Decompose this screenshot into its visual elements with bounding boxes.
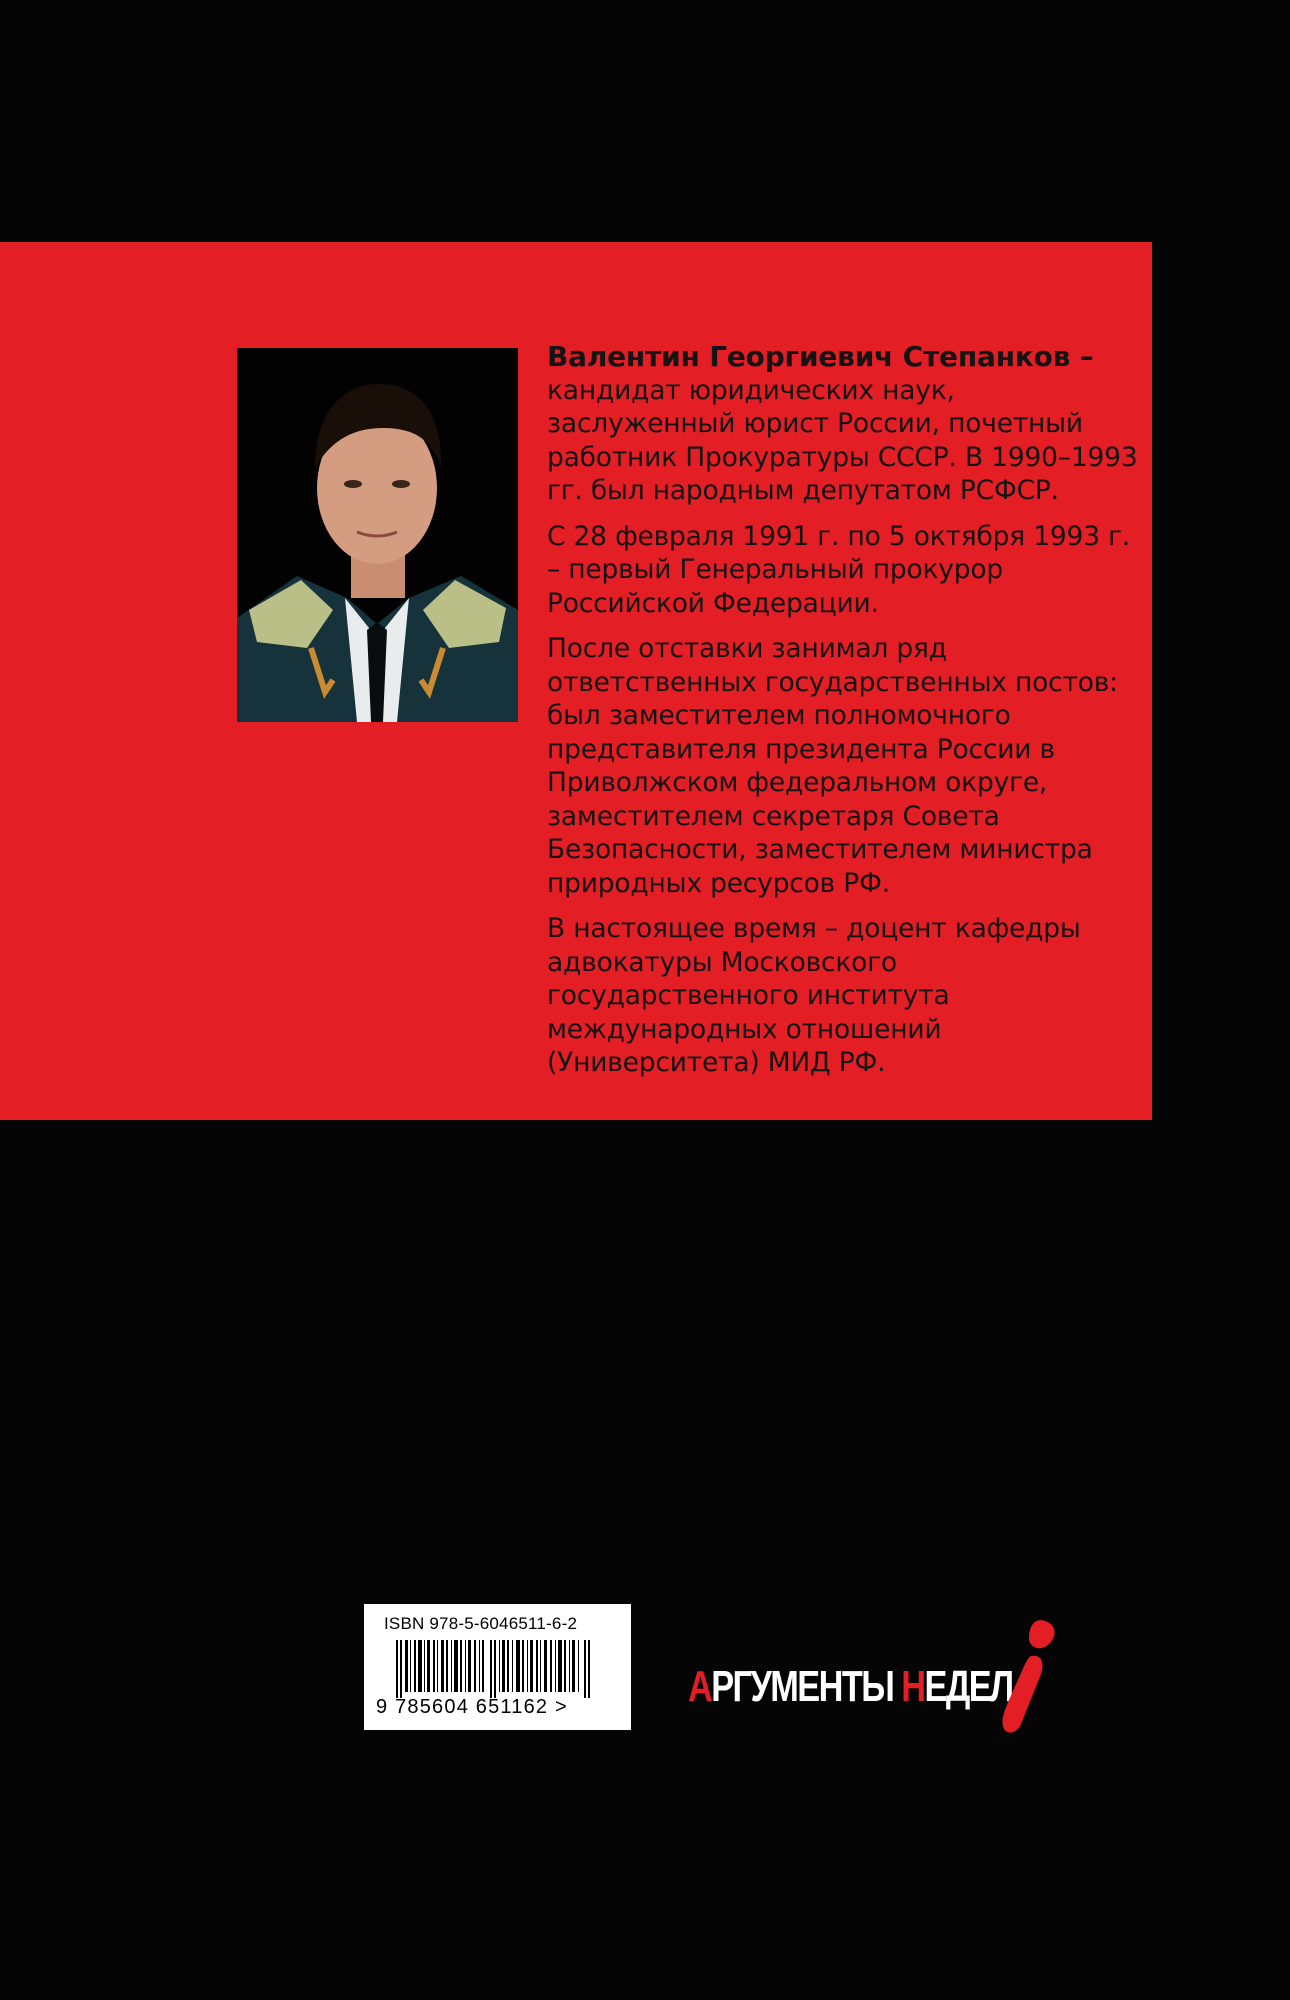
publisher-logo [688, 1618, 1068, 1738]
barcode [396, 1640, 596, 1698]
author-bio [547, 340, 1147, 1092]
bio-paragraph-4: В настоящее время – доцент кафедры адвокатуры Московского государственного института международных отношений (Университета) МИД РФ. [547, 913, 1081, 1078]
bio-paragraph-3: После отставки занимал ряд ответственных государственных постов: был заместителем полномочного представителя президента России в Приволжском федеральном округе, заместителем секретаря Совета Безопасности, заместителем министра природных ресурсов РФ. [547, 633, 1118, 899]
bio-paragraph-1 [547, 340, 1147, 508]
publisher-wordmark: АРГУМЕНТЫ НЕДЕЛ [688, 1662, 1013, 1711]
isbn-label: ISBN 978-5-6046511-6-2 [384, 1614, 578, 1633]
bio-paragraph-2: С 28 февраля 1991 г. по 5 октября 1993 г. – первый Генеральный прокурор Российской Федерации. [547, 520, 1131, 619]
isbn-barcode-box [364, 1604, 631, 1730]
author-name: Валентин Георгиевич Степанков – [547, 340, 1094, 373]
publisher-mark-icon [995, 1618, 1065, 1738]
barcode-digits: 9 785604 651162 > [376, 1696, 568, 1718]
bio-intro-text: кандидат юридических наук, заслуженный юрист России, почетный работник Прокуратуры СССР. В 1990–1993 гг. был народным депутатом РСФСР. [547, 374, 1138, 506]
author-portrait [237, 348, 518, 722]
